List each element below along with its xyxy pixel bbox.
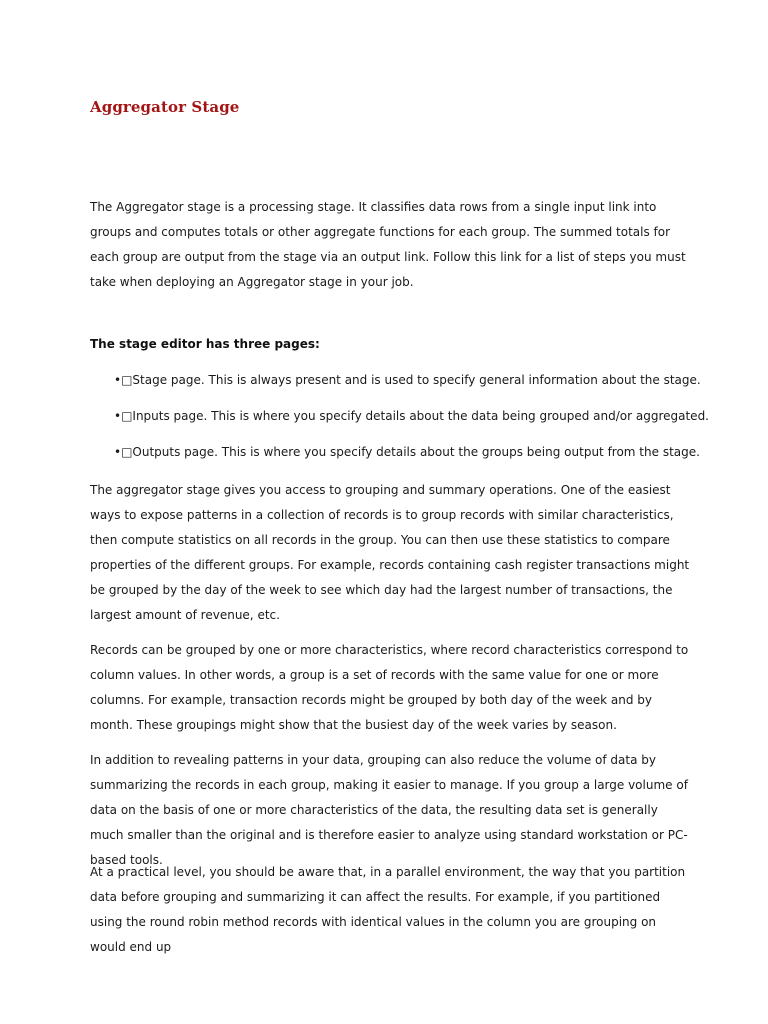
paragraph-grouping-characteristics: Records can be grouped by one or more characteristics, where record characteristics correspond to column values. In other words, a group is a set of records with the same value for one or more columns. For example, transaction records might be grouped by both day of the week and by month. These groupings might show that the busiest day of the week varies by season. — [90, 643, 689, 732]
paragraph-partitioning: At a practical level, you should be aware that, in a parallel environment, the way that you partition data before grouping and summarizing it can affect the results. For example, if you partitioned using the round robin method records with identical values in the column you are grouping on would end up — [90, 865, 686, 954]
paragraph-grouping-summary: The aggregator stage gives you access to grouping and summary operations. One of the easiest ways to expose patterns in a collection of records is to group records with similar characteristics, then compute statistics on all records in the group. You can then use these statistics to compare properties of the different groups. For example, records containing cash register transactions might be grouped by the day of the week to see which day had the largest number of transactions, the largest amount of revenue, etc. — [90, 483, 690, 622]
page-title: Aggregator Stage — [90, 98, 240, 116]
stage-editor-heading: The stage editor has three pages: — [90, 337, 320, 351]
bullet-outputs-page: •□Outputs page. This is where you specify details about the groups being output from the stage. — [114, 445, 700, 459]
intro-paragraph: The Aggregator stage is a processing stage. It classifies data rows from a single input link into groups and computes totals or other aggregate functions for each group. The summed totals for each group are output from the stage via an output link. Follow this link for a list of steps you must take when deploying an Aggregator stage in your job. — [90, 200, 686, 289]
bullet-inputs-page: •□Inputs page. This is where you specify details about the data being grouped and/or aggregated. — [114, 409, 709, 423]
paragraph-volume-reduction: In addition to revealing patterns in your data, grouping can also reduce the volume of data by summarizing the records in each group, making it easier to manage. If you group a large volume of data on the basis of one or more characteristics of the data, the resulting data set is generally much smaller than the original and is therefore easier to analyze using standard workstation or PC-based tools. — [90, 753, 688, 867]
bullet-stage-page: •□Stage page. This is always present and is used to specify general information about the stage. — [114, 373, 701, 387]
